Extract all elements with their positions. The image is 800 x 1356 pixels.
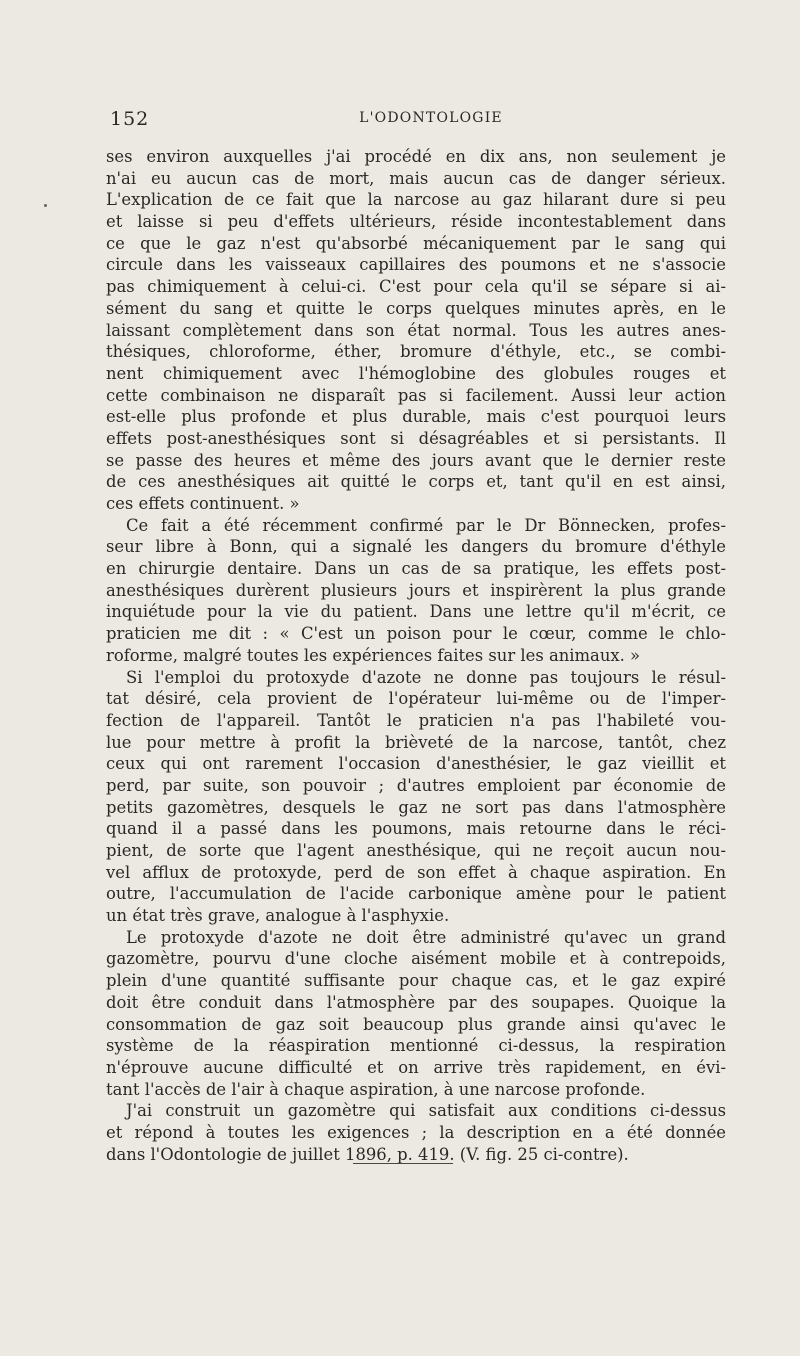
text-line: pient, de sorte que l'agent anesthésique, qui ne reçoit aucun nou- — [106, 841, 726, 860]
text-line: ceux qui ont rarement l'occasion d'anesthésier, le gaz vieillit et — [106, 754, 726, 774]
text-line: cette combinaison ne disparaît pas si facilement. Aussi leur action — [106, 385, 726, 405]
text-line: Ce fait a été récemment confirmé par le Dr Bönnecken, profes- — [126, 515, 726, 535]
text-line: quand il a passé dans les poumons, mais retourne dans le réci- — [106, 819, 726, 839]
text-line: se passe des heures et même des jours avant que le dernier reste — [106, 450, 726, 470]
body-text — [106, 146, 726, 1165]
text-line: roforme, malgré toutes les expériences faites sur les animaux. » — [106, 645, 641, 665]
text-line: en chirurgie dentaire. Dans un cas de sa pratique, les effets post- — [106, 559, 726, 579]
text-line: fection de l'appareil. Tantôt le praticien n'a pas l'habileté vou- — [106, 710, 726, 730]
text-line: thésiques, chloroforme, éther, bromure d'éthyle, etc., se combi- — [106, 342, 726, 362]
text-line: nent chimiquement avec l'hémoglobine des globules rouges et — [106, 363, 726, 383]
text-line: L'explication de ce fait que la narcose au gaz hilarant dure si peu — [106, 190, 726, 210]
text-line: et répond à toutes les exigences ; la description en a été donnée — [106, 1122, 726, 1142]
text-line: vel afflux de protoxyde, perd de son effet à chaque aspiration. En — [106, 862, 726, 882]
text-line: et laisse si peu d'effets ultérieurs, réside incontestablement dans — [106, 212, 726, 232]
text-line: petits gazomètres, desquels le gaz ne sort pas dans l'atmosphère — [106, 797, 726, 817]
text-line: doit être conduit dans l'atmosphère par des soupapes. Quoique la — [106, 992, 726, 1012]
page-header — [106, 108, 726, 130]
text-line: pas chimiquement à celui-ci. C'est pour cela qu'il se sépare si ai- — [106, 277, 726, 297]
text-line: lue pour mettre à profit la brièveté de la narcose, tantôt, chez — [106, 732, 726, 752]
text-line: sément du sang et quitte le corps quelques minutes après, en le — [106, 298, 726, 318]
text-line: inquiétude pour la vie du patient. Dans une lettre qu'il m'écrit, ce — [106, 602, 726, 622]
paper-speck — [44, 204, 47, 207]
text-line: Si l'emploi du protoxyde d'azote ne donne pas toujours le résul- — [126, 667, 726, 687]
text-line: J'ai construit un gazomètre qui satisfait aux conditions ci-dessus — [126, 1101, 726, 1121]
text-line: ces effets continuent. » — [106, 494, 300, 513]
text-line: circule dans les vaisseaux capillaires des poumons et ne s'associe — [106, 255, 726, 275]
text-line: n'éprouve aucune difficulté et on arrive très rapidement, en évi- — [106, 1057, 726, 1077]
text-line: un état très grave, analogue à l'asphyxie. — [106, 906, 450, 926]
text-line: effets post-anesthésiques sont si désagréables et si persistants. Il — [106, 428, 726, 448]
text-line: anesthésiques durèrent plusieurs jours et inspirèrent la plus grande — [106, 580, 726, 600]
section-rule — [353, 1163, 453, 1164]
text-line: est-elle plus profonde et plus durable, mais c'est pourquoi leurs — [106, 407, 726, 427]
text-line: Le protoxyde d'azote ne doit être administré qu'avec un grand — [126, 927, 726, 947]
page-number: 152 — [110, 108, 150, 130]
text-line: n'ai eu aucun cas de mort, mais aucun cas de danger sérieux. — [106, 168, 726, 188]
text-line: consommation de gaz soit beaucoup plus grande ainsi qu'avec le — [106, 1014, 726, 1034]
text-line: seur libre à Bonn, qui a signalé les dangers du bromure d'éthyle — [106, 537, 726, 557]
text-line: praticien me dit : « C'est un poison pour le cœur, comme le chlo- — [106, 624, 726, 644]
text-line: perd, par suite, son pouvoir ; d'autres emploient par économie de — [106, 775, 726, 795]
text-line: ce que le gaz n'est qu'absorbé mécaniquement par le sang qui — [106, 233, 726, 253]
running-title: L'ODONTOLOGIE — [359, 110, 503, 126]
text-line: système de la réaspiration mentionné ci-dessus, la respiration — [106, 1036, 726, 1056]
text-line: tat désiré, cela provient de l'opérateur lui-même ou de l'imper- — [106, 689, 726, 709]
text-line: tant l'accès de l'air à chaque aspiration, à une narcose profonde. — [106, 1079, 646, 1099]
text-line: outre, l'accumulation de l'acide carbonique amène pour le patient — [106, 884, 726, 904]
text-line: laissant complètement dans son état normal. Tous les autres anes- — [106, 320, 726, 340]
text-line: gazomètre, pourvu d'une cloche aisément mobile et à contrepoids, — [106, 949, 726, 969]
text-line: de ces anesthésiques ait quitté le corps et, tant qu'il en est ainsi, — [106, 472, 726, 492]
text-line: ses environ auxquelles j'ai procédé en dix ans, non seulement je — [106, 147, 726, 166]
text-line: plein d'une quantité suffisante pour chaque cas, et le gaz expiré — [106, 971, 726, 991]
text-line: dans l'Odontologie de juillet 1896, p. 419. (V. fig. 25 ci-contre). — [106, 1144, 629, 1164]
